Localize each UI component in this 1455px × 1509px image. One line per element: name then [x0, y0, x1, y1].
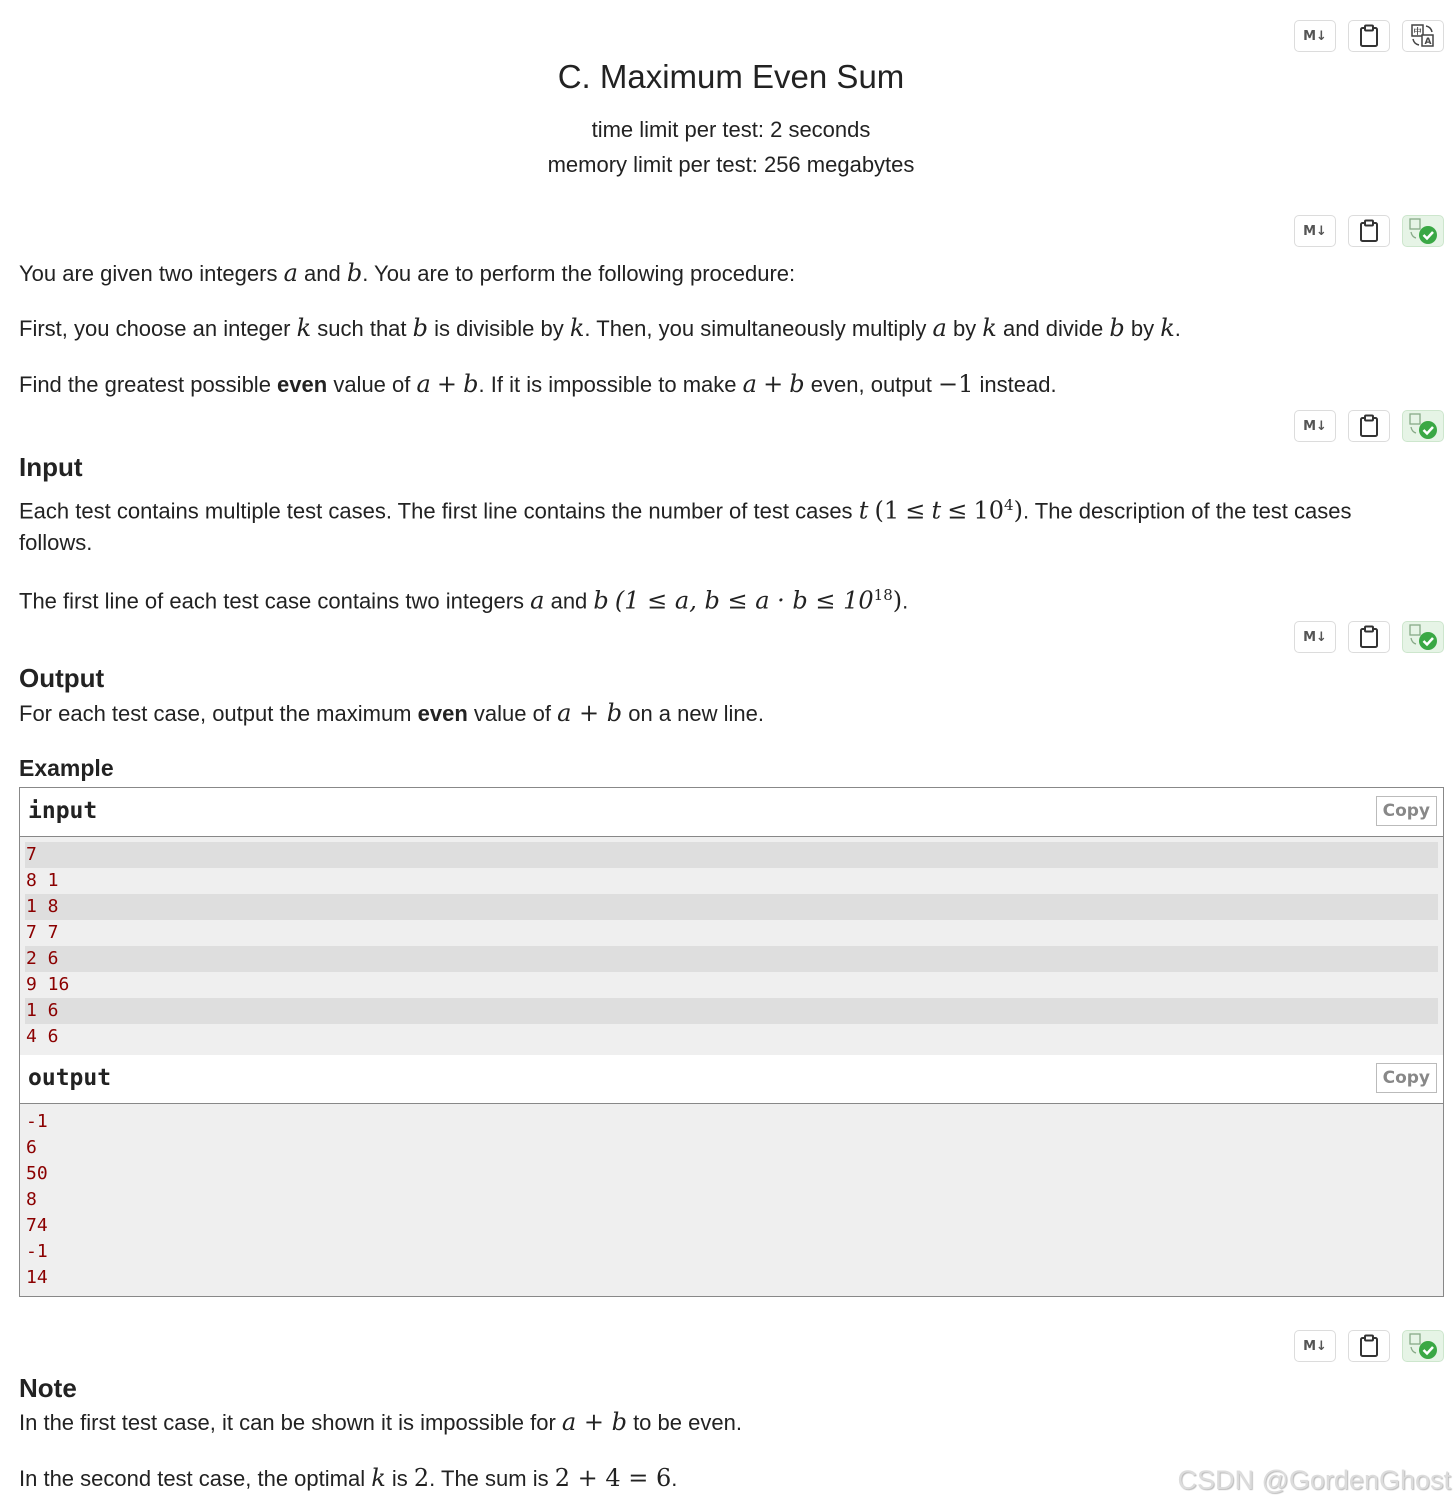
sample-output-lines — [20, 1104, 1443, 1296]
note-paragraph-1: In the first test case, it can be shown it is impossible for a + b to be even. — [19, 1408, 742, 1436]
translate-icon — [1410, 23, 1436, 49]
time-limit: time limit per test: 2 seconds — [591, 117, 871, 142]
legend-paragraph-2: First, you choose an integer k such that b is divisible by k. Then, you simultaneously multiply a by k and divide b by k. — [19, 314, 1181, 342]
translate-button[interactable] — [1402, 20, 1444, 52]
translate-done-icon — [1408, 412, 1438, 440]
toolbar-note — [1294, 1330, 1444, 1362]
copy-clipboard-button[interactable] — [1348, 410, 1390, 442]
copy-input-button[interactable]: Copy — [1376, 796, 1437, 826]
input-section-title: Input — [19, 452, 83, 482]
watermark: CSDN @GordenGhost — [1177, 1465, 1451, 1495]
markdown-button[interactable] — [1294, 621, 1336, 653]
translate-done-button[interactable] — [1402, 410, 1444, 442]
output-line: 8 — [26, 1189, 37, 1210]
legend-paragraph-1: You are given two integers a and b. You are to perform the following procedure: — [19, 259, 796, 287]
toolbar-header — [1294, 20, 1444, 52]
example-title: Example — [19, 755, 114, 781]
output-paragraph: For each test case, output the maximum even value of a + b on a new line. — [19, 699, 764, 727]
input-line: 7 7 — [26, 922, 59, 943]
sample-output — [19, 1055, 1444, 1297]
toolbar-output — [1294, 621, 1444, 653]
markdown-icon: M↓ — [1303, 28, 1327, 44]
markdown-button[interactable] — [1294, 215, 1336, 247]
output-line: 6 — [26, 1137, 37, 1158]
input-line: 9 16 — [26, 974, 70, 995]
clipboard-icon — [1359, 24, 1379, 48]
input-paragraph-1: Each test contains multiple test cases. The first line contains the number of test cases t $(1 \le t \le 10^4)$. The description of the test cases follows. — [19, 496, 1352, 556]
output-section-title: Output — [19, 663, 105, 693]
markdown-icon: M↓ — [1303, 223, 1327, 239]
translate-done-icon — [1408, 623, 1438, 651]
input-line: 1 6 — [25, 998, 1438, 1024]
copy-clipboard-button[interactable] — [1348, 621, 1390, 653]
toolbar-input — [1294, 410, 1444, 442]
input-line: 8 1 — [26, 870, 59, 891]
markdown-button[interactable] — [1294, 20, 1336, 52]
copy-output-button[interactable]: Copy — [1376, 1063, 1437, 1093]
sample-input-label: input — [28, 798, 98, 824]
output-line: 74 — [26, 1215, 48, 1236]
input-line: 2 6 — [25, 946, 1438, 972]
markdown-icon: M↓ — [1303, 1338, 1327, 1354]
input-line: 4 6 — [26, 1026, 59, 1047]
memory-limit: memory limit per test: 256 megabytes — [547, 152, 915, 177]
copy-clipboard-button[interactable] — [1348, 215, 1390, 247]
markdown-button[interactable] — [1294, 410, 1336, 442]
input-paragraph-2: The first line of each test case contains two integers a and b (1 ≤ a, $b \le a \cdot b \le 10^{18}$). — [19, 586, 909, 615]
copy-clipboard-button[interactable] — [1348, 1330, 1390, 1362]
output-line: 14 — [26, 1267, 48, 1288]
clipboard-icon — [1359, 625, 1379, 649]
output-line: -1 — [26, 1241, 48, 1262]
translate-done-icon — [1408, 217, 1438, 245]
markdown-icon: M↓ — [1303, 629, 1327, 645]
toolbar-legend — [1294, 215, 1444, 247]
clipboard-icon — [1359, 414, 1379, 438]
output-line: -1 — [26, 1111, 48, 1132]
translate-done-button[interactable] — [1402, 1330, 1444, 1362]
legend-paragraph-3: Find the greatest possible even value of a + b. If it is impossible to make a + b even, output −1 instead. — [19, 370, 1057, 398]
clipboard-icon — [1359, 1334, 1379, 1358]
note-title: Note — [19, 1373, 77, 1403]
clipboard-icon — [1359, 219, 1379, 243]
translate-done-icon — [1408, 1332, 1438, 1360]
markdown-button[interactable] — [1294, 1330, 1336, 1362]
markdown-icon: M↓ — [1303, 418, 1327, 434]
sample-input — [19, 787, 1444, 1056]
output-line: 50 — [26, 1163, 48, 1184]
sample-output-label: output — [28, 1065, 112, 1091]
input-line: 7 — [25, 842, 1438, 868]
input-line: 1 8 — [25, 894, 1438, 920]
svg-text:A: A — [1424, 37, 1432, 47]
copy-clipboard-button[interactable] — [1348, 20, 1390, 52]
svg-text:中: 中 — [1413, 27, 1422, 36]
translate-done-button[interactable] — [1402, 215, 1444, 247]
translate-done-button[interactable] — [1402, 621, 1444, 653]
problem-title: C. Maximum Even Sum — [557, 58, 905, 95]
sample-input-lines — [20, 837, 1443, 1055]
note-paragraph-2: In the second test case, the optimal k is 2. The sum is 2 + 4 = 6. — [19, 1464, 678, 1492]
